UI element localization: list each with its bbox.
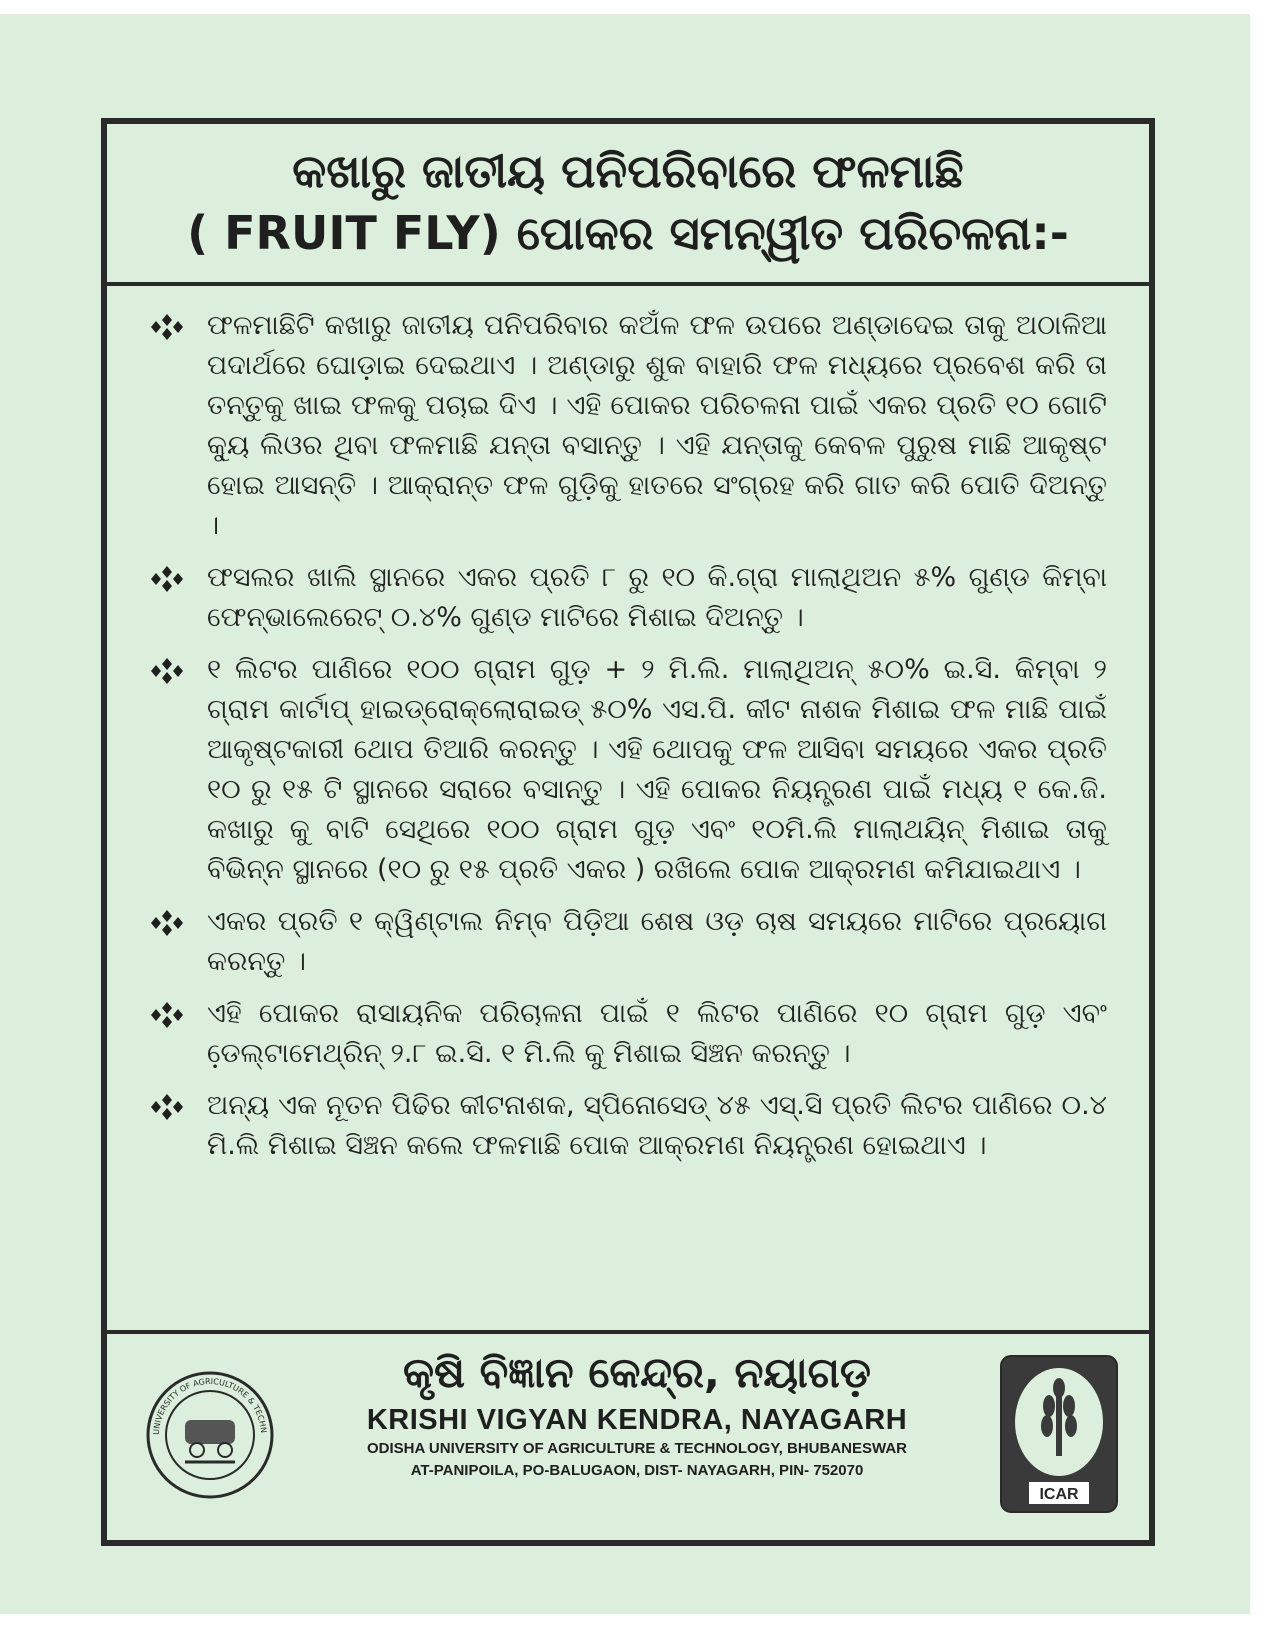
diamond-bullet-icon [147,558,207,594]
leaflet-frame [101,118,1155,1546]
advice-text: ୧ ଲିଟର ପାଣିରେ ୧୦୦ ଗ୍ରାମ ଗୁଡ଼ + ୨ ମି.ଲି. ମାଲାଥିଅନ୍ ୫୦% ଇ.ସି. କିମ୍ବା ୨ ଗ୍ରାମ କାର୍ଟାପ୍ ହାଇଡ୍ରୋକ୍ଲୋରାଇଡ୍ ୫୦% ଏସ.ପି. କୀଟ ନାଶକ ମିଶାଇ ଫଳ ମାଛି ପାଇଁ ଆକୃଷ୍ଟକାରୀ ଥୋପ ତିଆରି କରନ୍ତୁ । ଏହି ଥୋପକୁ ଫଳ ଆସିବା ସମୟରେ ଏକର ପ୍ରତି ୧୦ ରୁ ୧୫ ଟି ସ୍ଥାନରେ ସରାରେ ବସାନ୍ତୁ । ଏହି ପୋକର ନିୟନ୍ତ୍ରଣ ପାଇଁ ମଧ୍ୟ ୧ କେ.ଜି. କଖାରୁ କୁ ବାଟି ସେଥିରେ ୧୦୦ ଗ୍ରାମ ଗୁଡ଼ ଏବଂ ୧୦ମି.ଲି ମାଲାଥୟିନ୍ ମିଶାଇ ତାକୁ ବିଭିନ୍ନ ସ୍ଥାନରେ (୧୦ ରୁ ୧୫ ପ୍ରତି ଏକର ) ରଖିଲେ ପୋକ ଆକ୍ରମଣ କମିଯାଇଥାଏ । [207,654,1107,885]
advice-item [147,1086,1107,1166]
university-seal-icon [145,1370,275,1504]
title-line-1: କଖାରୁ ଜାତୀୟ ପନିପରିବାରେ ଫଳମାଛି [292,144,964,198]
seal-text: UNIVERSITY OF AGRICULTURE & TECHN [151,1376,269,1436]
advice-text: ଏହି ପୋକର ରାସାୟନିକ ପରିଚାଳନା ପାଇଁ ୧ ଲିଟର ପାଣିରେ ୧୦ ଗ୍ରାମ ଗୁଡ଼ ଏବଂ ଡେ଼ଲ୍‌ଟାମେଥ୍ରିନ୍ ୨.୮ ଇ.ସି. ୧ ମି.ଲି କୁ ମିଶାଇ ସିଞ୍ଚନ କରନ୍ତୁ । [207,998,1107,1069]
footer [107,1330,1149,1540]
advice-item [147,650,1107,890]
kvk-address: AT-PANIPOILA, PO-BALUGAON, DIST- NAYAGARH, PIN- 752070 [410,1462,864,1479]
footer-text-block [277,1344,997,1482]
advice-item [147,306,1107,546]
title-line-2: ( FRUIT FLY) ପୋକର ସମନ୍ୱୀତ ପରିଚଳନା:- [187,206,1069,260]
advice-text: ଅନ୍ୟ ଏକ ନୂତନ ପିଢିର କୀଟନାଶକ, ସ୍ପିନୋସେଡ୍ ୪୫ ଏସ୍.ସି ପ୍ରତି ଲିଟର ପାଣିରେ ୦.୪ ମି.ଲି ମିଶାଇ ସିଞ୍ଚନ କଲେ ଫଳମାଛି ପୋକ ଆକ୍ରମଣ ନିୟନ୍ତ୍ରଣ ହୋଇଥାଏ । [207,1090,1107,1161]
advice-text: ଫସଲର ଖାଲି ସ୍ଥାନରେ ଏକର ପ୍ରତି ୮ ରୁ ୧୦ କି.ଗ୍ରା ମାଲାଥିଅନ ୫% ଗୁଣ୍ଡ କିମ୍ବା ଫେନ୍‌ଭାଲେରେଟ୍ ୦.୪% ଗୁଣ୍ଡ ମାଟିରେ ମିଶାଇ ଦିଅନ୍ତୁ । [207,562,1107,633]
diamond-bullet-icon [147,306,207,342]
diamond-bullet-icon [147,994,207,1030]
university-name: ODISHA UNIVERSITY OF AGRICULTURE & TECHNOLOGY, BHUBANESWAR [366,1440,908,1457]
advice-item [147,558,1107,638]
paper-sheet [0,14,1250,1614]
kvk-name-odia: କୃଷି ବିଜ୍ଞାନ କେନ୍ଦ୍ର, ନୟାଗଡ଼ [402,1348,872,1397]
diamond-bullet-icon [147,1086,207,1122]
diamond-bullet-icon [147,902,207,938]
icar-logo-icon [999,1354,1119,1518]
advice-list [147,306,1107,1178]
kvk-name-english: KRISHI VIGYAN KENDRA, NAYAGARH [366,1404,908,1436]
advice-item [147,994,1107,1074]
advice-item [147,902,1107,982]
title-box [107,124,1149,286]
icar-label: ICAR [1039,1486,1079,1503]
diamond-bullet-icon [147,650,207,686]
advice-text: ଏକର ପ୍ରତି ୧ କ୍ୱିଣ୍ଟାଲ ନିମ୍ବ ପିଡ଼ିଆ ଶେଷ ଓଡ଼ ଚାଷ ସମୟରେ ମାଟିରେ ପ୍ରୟୋଗ କରନ୍ତୁ । [207,906,1107,977]
advice-text: ଫଳମାଛିଟି କଖାରୁ ଜାତୀୟ ପନିପରିବାର କଅଁଳ ଫଳ ଉପରେ ଅଣ୍ଡାଦେଇ ତାକୁ ଅଠାଳିଆ ପଦାର୍ଥରେ ଘୋଡ଼ାଇ ଦେଇଥାଏ । ଅଣ୍ଡାରୁ ଶୁକ ବାହାରି ଫଳ ମଧ୍ୟରେ ପ୍ରବେଶ କରି ତା ତନ୍ତୁକୁ ଖାଇ ଫଳକୁ ପଚାଇ ଦିଏ । ଏହି ପୋକର ପରିଚଳନା ପାଇଁ ଏକର ପ୍ରତି ୧୦ ଗୋଟି କ୍ୟୁ ଲିଓର ଥିବା ଫଳମାଛି ଯନ୍ତା ବସାନ୍ତୁ । ଏହି ଯନ୍ତାକୁ କେବଳ ପୁରୁଷ ମାଛି ଆକୃଷ୍ଟ ହୋଇ ଆସନ୍ତି । ଆକ୍ରାନ୍ତ ଫଳ ଗୁଡ଼ିକୁ ହାତରେ ସଂଗ୍ରହ କରି ଗାତ କରି ପୋତି ଦିଅନ୍ତୁ । [207,310,1107,541]
